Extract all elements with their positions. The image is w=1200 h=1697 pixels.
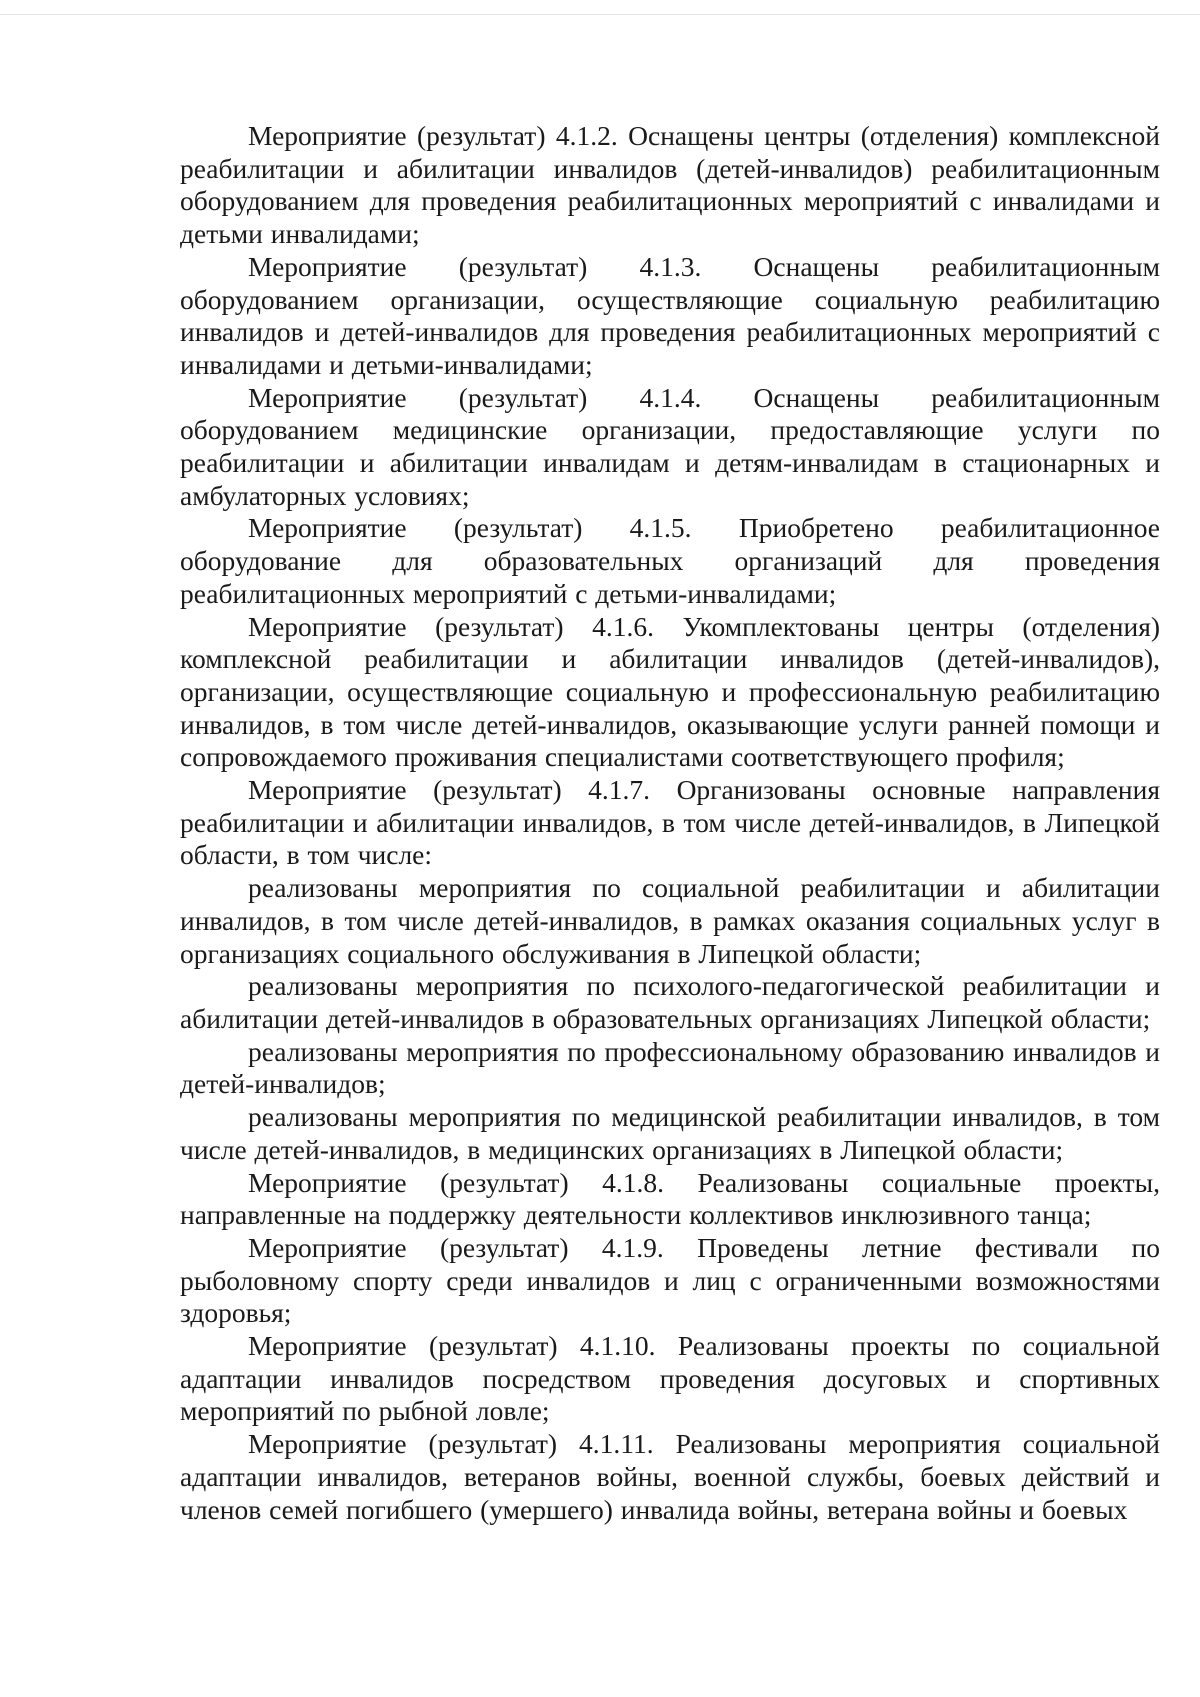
- paragraph-measure-4-1-10: Мероприятие (результат) 4.1.10. Реализованы проекты по социальной адаптации инвалидов посредством проведения досуговых и спортивных мероприятий по рыбной ловле;: [180, 1330, 1160, 1427]
- paragraph-measure-4-1-2: Мероприятие (результат) 4.1.2. Оснащены центры (отделения) комплексной реабилитации и абилитации инвалидов (детей-инвалидов) реабилитационным оборудованием для проведения реабилитационных мероприятий с инвалидами и детьми инвалидами;: [180, 120, 1160, 250]
- document-body: [180, 120, 1160, 1526]
- paragraph-measure-4-1-8: Мероприятие (результат) 4.1.8. Реализованы социальные проекты, направленные на поддержку деятельности коллективов инклюзивного танца;: [180, 1166, 1160, 1231]
- paragraph-measure-4-1-3: Мероприятие (результат) 4.1.3. Оснащены реабилитационным оборудованием организации, осуществляющие социальную реабилитацию инвалидов и детей-инвалидов для проведения реабилитационных мероприятий с инвалидами и детьми-инвалидами;: [180, 250, 1160, 380]
- scan-edge-line: [0, 14, 1200, 15]
- paragraph-measure-4-1-9: Мероприятие (результат) 4.1.9. Проведены летние фестивали по рыболовному спорту среди инвалидов и лиц с ограниченными возможностями здоровья;: [180, 1231, 1160, 1329]
- paragraph-measure-4-1-5: Мероприятие (результат) 4.1.5. Приобретено реабилитационное оборудование для образовательных организаций для проведения реабилитационных мероприятий с детьми-инвалидами;: [180, 512, 1160, 609]
- paragraph-psycho-pedagogical-rehabilitation: реализованы мероприятия по психолого-педагогической реабилитации и абилитации детей-инвалидов в образовательных организациях Липецкой области;: [180, 970, 1160, 1034]
- paragraph-measure-4-1-6: Мероприятие (результат) 4.1.6. Укомплектованы центры (отделения) комплексной реабилитации и абилитации инвалидов (детей-инвалидов), организации, осуществляющие социальную и профессиональную реабилитацию инвалидов, в том числе детей-инвалидов, оказывающие услуги ранней помощи и сопровождаемого проживания специалистами соответствующего профиля;: [180, 610, 1160, 773]
- paragraph-measure-4-1-7: Мероприятие (результат) 4.1.7. Организованы основные направления реабилитации и абилитации инвалидов, в том числе детей-инвалидов, в Липецкой области, в том числе:: [180, 774, 1160, 871]
- paragraph-professional-education: реализованы мероприятия по профессиональному образованию инвалидов и детей-инвалидов;: [180, 1035, 1160, 1100]
- paragraph-social-rehabilitation: реализованы мероприятия по социальной реабилитации и абилитации инвалидов, в том числе детей-инвалидов, в рамках оказания социальных услуг в организациях социального обслуживания в Липецкой области;: [180, 872, 1160, 969]
- paragraph-measure-4-1-4: Мероприятие (результат) 4.1.4. Оснащены реабилитационным оборудованием медицинские организации, предоставляющие услуги по реабилитации и абилитации инвалидам и детям-инвалидам в стационарных и амбулаторных условиях;: [180, 381, 1160, 511]
- paragraph-medical-rehabilitation: реализованы мероприятия по медицинской реабилитации инвалидов, в том числе детей-инвалидов, в медицинских организациях в Липецкой области;: [180, 1101, 1160, 1165]
- paragraph-measure-4-1-11: Мероприятие (результат) 4.1.11. Реализованы мероприятия социальной адаптации инвалидов, ветеранов войны, военной службы, боевых действий и членов семей погибшего (умершего) инвалида войны, ветерана войны и боевых: [180, 1428, 1160, 1525]
